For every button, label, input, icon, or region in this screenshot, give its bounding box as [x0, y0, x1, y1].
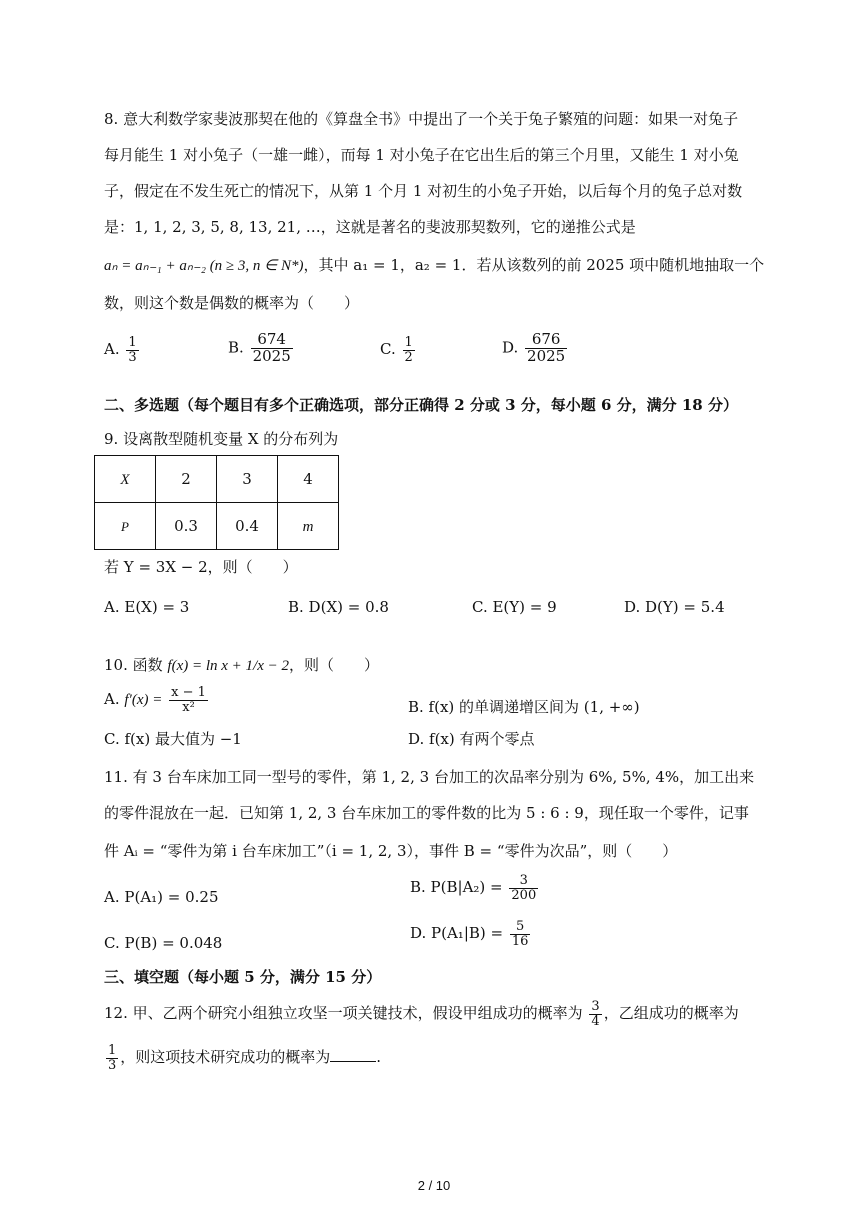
q8-formula-tail: ，其中 a₁ = 1，a₂ = 1．若从该数列的前 2025 项中随机地抽取一个	[303, 256, 765, 274]
option-text: B. P(B|A₂) =	[410, 878, 503, 897]
option-label: A.	[104, 690, 120, 709]
denominator: 4	[591, 1013, 600, 1029]
table-cell: 2	[156, 456, 217, 503]
q10-stem	[104, 654, 379, 677]
q12-line2	[104, 1044, 381, 1072]
numerator: 674	[251, 332, 293, 349]
cell-text: X	[120, 471, 130, 488]
fraction	[251, 332, 293, 365]
q12-end: .	[376, 1048, 382, 1067]
table-cell: 0.3	[156, 503, 217, 550]
q8-line4: 是：1, 1, 2, 3, 5, 8, 13, 21, …，这就是著名的斐波那契数列，它的递推公式是	[104, 218, 636, 236]
q9-option-a[interactable]: A. E(X) = 3	[104, 598, 190, 616]
q10-stem-pre: 10. 函数	[104, 656, 163, 674]
fraction	[126, 336, 138, 364]
table-cell	[95, 503, 156, 550]
q8-line6: 数，则这个数是偶数的概率为（ ）	[104, 294, 360, 312]
q10-option-b[interactable]: B. f(x) 的单调递增区间为 (1, +∞)	[408, 698, 640, 716]
q10-stem-post: ，则（ ）	[289, 656, 380, 674]
fraction	[106, 1044, 118, 1072]
fraction	[169, 686, 208, 714]
q10-option-c[interactable]: C. f(x) 最大值为 −1	[104, 730, 242, 748]
section-3-heading: 三、填空题（每小题 5 分，满分 15 分）	[104, 968, 382, 986]
denominator: 2025	[252, 346, 291, 365]
q11-line2: 的零件混放在一起．已知第 1, 2, 3 台车床加工的零件数的比为 5 : 6 : 9，现任取一个零件，记事	[104, 804, 749, 822]
denominator: 2	[404, 349, 413, 365]
fraction	[589, 1000, 601, 1028]
q8-option-d[interactable]	[502, 332, 569, 365]
fraction	[403, 336, 415, 364]
q8-option-b[interactable]	[228, 332, 295, 365]
q11-option-a[interactable]: A. P(A₁) = 0.25	[104, 888, 219, 906]
denominator: 2025	[527, 346, 566, 365]
denominator: 200	[511, 887, 537, 903]
cell-text: m	[302, 518, 314, 535]
numerator: 3	[509, 874, 538, 889]
q8-line2: 每月能生 1 对小兔子（一雄一雌），而每 1 对小兔子在它出生后的第三个月里，又能生 1 对小兔	[104, 146, 739, 164]
option-label: D.	[502, 338, 519, 357]
page-number: 2 / 10	[417, 1178, 451, 1193]
denominator: 16	[511, 933, 529, 949]
table-cell: 3	[217, 456, 278, 503]
q10-option-d[interactable]: D. f(x) 有两个零点	[408, 730, 535, 748]
q9-option-d[interactable]: D. D(Y) = 5.4	[624, 598, 725, 616]
q9-option-c[interactable]: C. E(Y) = 9	[472, 598, 557, 616]
numerator: 676	[525, 332, 567, 349]
table-row	[95, 503, 339, 550]
q11-option-b[interactable]	[410, 874, 540, 902]
q8-option-c[interactable]	[380, 336, 417, 364]
q9-option-b[interactable]: B. D(X) = 0.8	[288, 598, 389, 616]
q12-text: ，则这项技术研究成功的概率为	[120, 1048, 331, 1067]
q12-line1	[104, 1000, 739, 1028]
table-cell: 4	[278, 456, 339, 503]
option-label: C.	[380, 340, 396, 359]
numerator: 1	[128, 335, 137, 350]
q11-line1: 11. 有 3 台车床加工同一型号的零件，第 1, 2, 3 台加工的次品率分别为 6%, 5%, 4%，加工出来	[104, 768, 755, 786]
q8-formula: aₙ = aₙ₋₁ + aₙ₋₂ (n ≥ 3, n ∈ N*)	[104, 258, 304, 274]
denominator: 3	[128, 349, 137, 365]
option-text: D. P(A₁|B) =	[410, 924, 504, 943]
q8-option-a[interactable]	[104, 336, 141, 364]
q10-function: f(x) = ln x + 1/x − 2	[167, 658, 289, 674]
table-row	[95, 456, 339, 503]
option-label: B.	[228, 338, 244, 357]
q10-derivative: f′(x) =	[124, 692, 163, 709]
q11-option-d[interactable]	[410, 920, 532, 948]
q9-stem: 9. 设离散型随机变量 X 的分布列为	[104, 430, 339, 448]
q12-text: ，乙组成功的概率为	[603, 1004, 739, 1023]
q12-text: 12. 甲、乙两个研究小组独立攻坚一项关键技术，假设甲组成功的概率为	[104, 1004, 583, 1023]
q11-line3: 件 Aᵢ = “零件为第 i 台车床加工”（i = 1, 2, 3），事件 B = “零件为次品”，则（ ）	[104, 842, 678, 860]
fraction	[525, 332, 567, 365]
cell-text: P	[121, 519, 129, 534]
q8-formula-line	[104, 254, 764, 277]
answer-blank[interactable]	[330, 1047, 376, 1062]
q8-line3: 子，假定在不发生死亡的情况下，从第 1 个月 1 对初生的小兔子开始，以后每个月的兔子总对数	[104, 182, 743, 200]
section-2-heading: 二、多选题（每个题目有多个正确选项，部分正确得 2 分或 3 分，每小题 6 分，满分 18 分）	[104, 396, 738, 414]
q9-condition: 若 Y = 3X − 2，则（ ）	[104, 558, 298, 576]
numerator: 5	[510, 920, 531, 935]
q8-line1: 8. 意大利数学家斐波那契在他的《算盘全书》中提出了一个关于兔子繁殖的问题：如果一对兔子	[104, 110, 739, 128]
q11-option-c[interactable]: C. P(B) = 0.048	[104, 934, 223, 952]
q10-option-a[interactable]	[104, 686, 210, 714]
numerator: 1	[404, 335, 413, 350]
distribution-table	[94, 455, 339, 550]
fraction	[509, 874, 538, 902]
denominator: 3	[108, 1057, 117, 1073]
fraction	[510, 920, 531, 948]
numerator: 1	[108, 1043, 117, 1058]
table-cell	[95, 456, 156, 503]
numerator: x − 1	[171, 685, 206, 700]
denominator: x²	[182, 699, 195, 715]
numerator: 3	[591, 999, 600, 1014]
option-label: A.	[104, 340, 120, 359]
table-cell	[278, 503, 339, 550]
table-cell: 0.4	[217, 503, 278, 550]
